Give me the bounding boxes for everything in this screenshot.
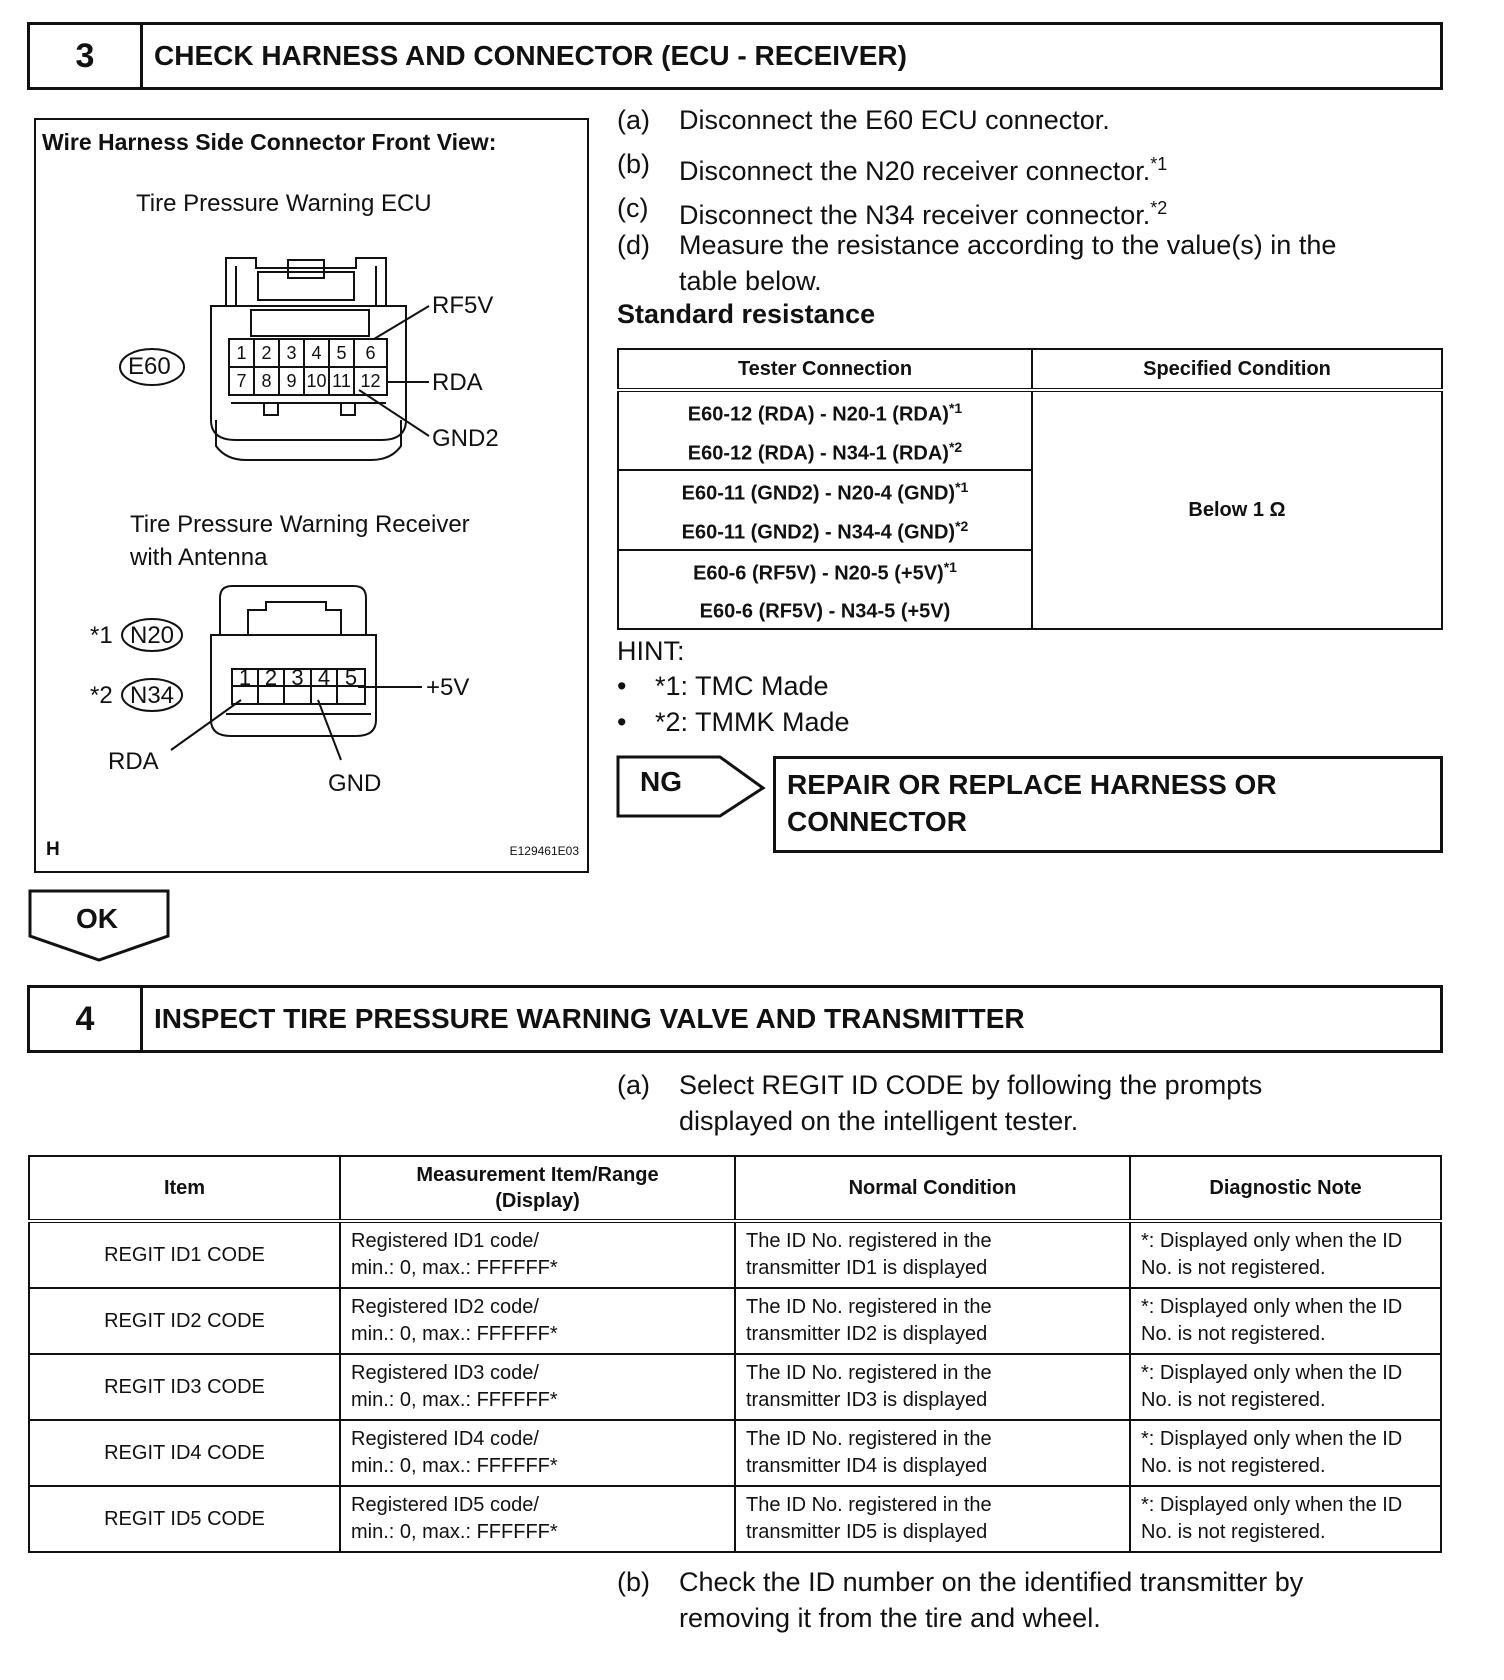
col-header: Normal Condition [735, 1156, 1130, 1221]
terminal-plus5v: +5V [426, 674, 470, 701]
data-list-table [28, 1155, 1442, 1553]
terminal-rda: RDA [432, 369, 483, 396]
normal-cell: The ID No. registered in the transmitter ID5 is displayed [735, 1486, 1130, 1552]
instruction-label: (d) [617, 230, 650, 260]
tester-connection: E60-6 (RF5V) - N20-5 $(+5V)^{*1}$ E60-6 (RF5V) - N34-5 (+5V) [618, 550, 1032, 629]
footnote-marker: *1 [1150, 154, 1168, 174]
ecu-pin: 2 [261, 343, 272, 363]
table-row [29, 1486, 1441, 1552]
step-3-header [27, 22, 1443, 90]
terminal-gnd2: GND2 [432, 425, 499, 452]
bullet-icon: • [617, 707, 627, 737]
ecu-connector-code: E60 [128, 353, 171, 380]
instruction-label: (a) [617, 1070, 650, 1100]
bullet-icon: • [617, 671, 627, 701]
instruction-text-cont: table below. [679, 266, 822, 296]
step-4-header [27, 985, 1443, 1053]
range-cell: Registered ID5 code/ min.: 0, max.: FFFFFF* [340, 1486, 735, 1552]
resistance-table [617, 348, 1443, 630]
table-row [618, 390, 1442, 470]
hint-bullet-1: • *1: TMC Made [617, 671, 829, 701]
col-header: Specified Condition [1032, 349, 1442, 390]
instruction-text: Select REGIT ID CODE by following the prompts [679, 1070, 1263, 1100]
ecu-pin: 5 [336, 343, 347, 363]
receiver-note-2: *2 [90, 682, 113, 709]
terminal-gnd: GND [328, 770, 382, 797]
ecu-label: Tire Pressure Warning ECU [136, 190, 432, 217]
hint-title: HINT: [617, 636, 685, 666]
ecu-pin: 10 [306, 371, 327, 391]
step4-instruction-b [617, 1564, 1457, 1636]
table-row [29, 1354, 1441, 1420]
col-header: Diagnostic Note [1130, 1156, 1441, 1221]
ecu-pin: 4 [311, 343, 322, 363]
item-cell: REGIT ID2 CODE [29, 1288, 340, 1354]
receiver-note-1: *1 [90, 622, 113, 649]
instruction-label: (b) [617, 1567, 650, 1597]
table-row [29, 1420, 1441, 1486]
instruction-label: (c) [617, 193, 649, 223]
range-cell: Registered ID3 code/ min.: 0, max.: FFFFFF* [340, 1354, 735, 1420]
range-cell: Registered ID1 code/ min.: 0, max.: FFFFFF* [340, 1221, 735, 1288]
normal-cell: The ID No. registered in the transmitter ID4 is displayed [735, 1420, 1130, 1486]
ecu-pin: 11 [332, 371, 351, 391]
instruction-text: Disconnect the N34 receiver connector. [679, 200, 1151, 230]
ecu-pin: 9 [286, 371, 297, 391]
note-cell: *: Displayed only when the ID No. is not registered. [1130, 1221, 1441, 1288]
receiver-connector-n20: N20 [130, 622, 175, 649]
instruction-text-cont: displayed on the intelligent tester. [679, 1106, 1079, 1136]
receiver-pin: 2 [264, 665, 278, 690]
figure-code: E129461E03 [509, 844, 579, 858]
ng-arrow-icon [615, 754, 775, 824]
ecu-pin: 7 [236, 371, 247, 391]
specified-condition: Below 1 Ω [1032, 390, 1442, 629]
receiver-label-line1: Tire Pressure Warning Receiver [130, 511, 470, 538]
tester-connection: E60-12 (RDA) - N20-1 (RDA)$^{*1}$ E60-12 (RDA) - N34-1 (RDA)$^{*2}$ [618, 390, 1032, 470]
step4-instruction-a [617, 1067, 1437, 1139]
col-header: Item [29, 1156, 340, 1221]
ecu-pins-bottom [229, 367, 387, 395]
ng-action-box [773, 756, 1443, 853]
ok-label: OK [76, 903, 118, 934]
note-cell: *: Displayed only when the ID No. is not registered. [1130, 1420, 1441, 1486]
instruction-d [617, 227, 1457, 299]
instruction-a [617, 102, 1437, 138]
ng-label: NG [640, 766, 682, 797]
ecu-pin: 3 [286, 343, 297, 363]
hint-bullet-2: • *2: TMMK Made [617, 707, 850, 737]
table-row [29, 1221, 1441, 1288]
receiver-label-line2: with Antenna [130, 544, 268, 571]
table-row [29, 1288, 1441, 1354]
figure-corner-letter: H [46, 839, 60, 860]
item-cell: REGIT ID1 CODE [29, 1221, 340, 1288]
step-title: CHECK HARNESS AND CONNECTOR (ECU - RECEIVER) [154, 40, 907, 71]
item-cell: REGIT ID5 CODE [29, 1486, 340, 1552]
receiver-pin: 3 [291, 665, 304, 690]
note-cell: *: Displayed only when the ID No. is not registered. [1130, 1354, 1441, 1420]
instruction-text: Disconnect the N20 receiver connector. [679, 156, 1151, 186]
ecu-pin: 6 [365, 343, 376, 363]
tester-connection: E60-11 (GND2) - N20-4 (GND)$^{*1}$ E60-11 (GND2) - N34-4 (GND)$^{*2}$ [618, 470, 1032, 549]
normal-cell: The ID No. registered in the transmitter ID1 is displayed [735, 1221, 1130, 1288]
terminal-rf5v: RF5V [432, 292, 494, 319]
range-cell: Registered ID4 code/ min.: 0, max.: FFFFFF* [340, 1420, 735, 1486]
col-header: Measurement Item/Range (Display) [340, 1156, 735, 1221]
note-cell: *: Displayed only when the ID No. is not registered. [1130, 1486, 1441, 1552]
item-cell: REGIT ID4 CODE [29, 1420, 340, 1486]
receiver-connector-n34: N34 [130, 682, 175, 709]
instruction-c [617, 190, 1437, 230]
standard-resistance-title: Standard resistance [617, 299, 876, 329]
ecu-pins-top [229, 339, 387, 367]
footnote-marker: *2 [1150, 198, 1168, 218]
range-cell: Registered ID2 code/ min.: 0, max.: FFFFFF* [340, 1288, 735, 1354]
col-header: Tester Connection [618, 349, 1032, 390]
ecu-pin: 1 [236, 343, 247, 363]
normal-cell: The ID No. registered in the transmitter ID3 is displayed [735, 1354, 1130, 1420]
ecu-pin: 8 [261, 371, 272, 391]
instruction-b [617, 146, 1437, 186]
item-cell: REGIT ID3 CODE [29, 1354, 340, 1420]
instruction-text: Disconnect the E60 ECU connector. [679, 105, 1110, 135]
wire-harness-figure [34, 118, 589, 873]
instruction-text: Measure the resistance according to the value(s) in the [679, 230, 1337, 260]
ng-action-line2: CONNECTOR [787, 806, 967, 837]
step-title: INSPECT TIRE PRESSURE WARNING VALVE AND TRANSMITTER [154, 1003, 1025, 1034]
instruction-label: (b) [617, 149, 650, 179]
receiver-pin: 5 [344, 665, 358, 690]
instruction-text: Check the ID number on the identified transmitter by [679, 1567, 1304, 1597]
instruction-text-cont: removing it from the tire and wheel. [679, 1603, 1101, 1633]
receiver-pin: 1 [238, 665, 252, 690]
instruction-label: (a) [617, 105, 650, 135]
note-cell: *: Displayed only when the ID No. is not registered. [1130, 1288, 1441, 1354]
step-number: 4 [30, 988, 143, 1050]
terminal-rda-receiver: RDA [108, 748, 159, 775]
ecu-pin: 12 [360, 371, 381, 391]
receiver-pin: 4 [317, 665, 331, 690]
receiver-pins [232, 665, 365, 690]
figure-heading: Wire Harness Side Connector Front View: [42, 129, 497, 155]
normal-cell: The ID No. registered in the transmitter ID2 is displayed [735, 1288, 1130, 1354]
ng-action-line1: REPAIR OR REPLACE HARNESS OR [787, 769, 1277, 800]
step-number: 3 [30, 25, 143, 87]
